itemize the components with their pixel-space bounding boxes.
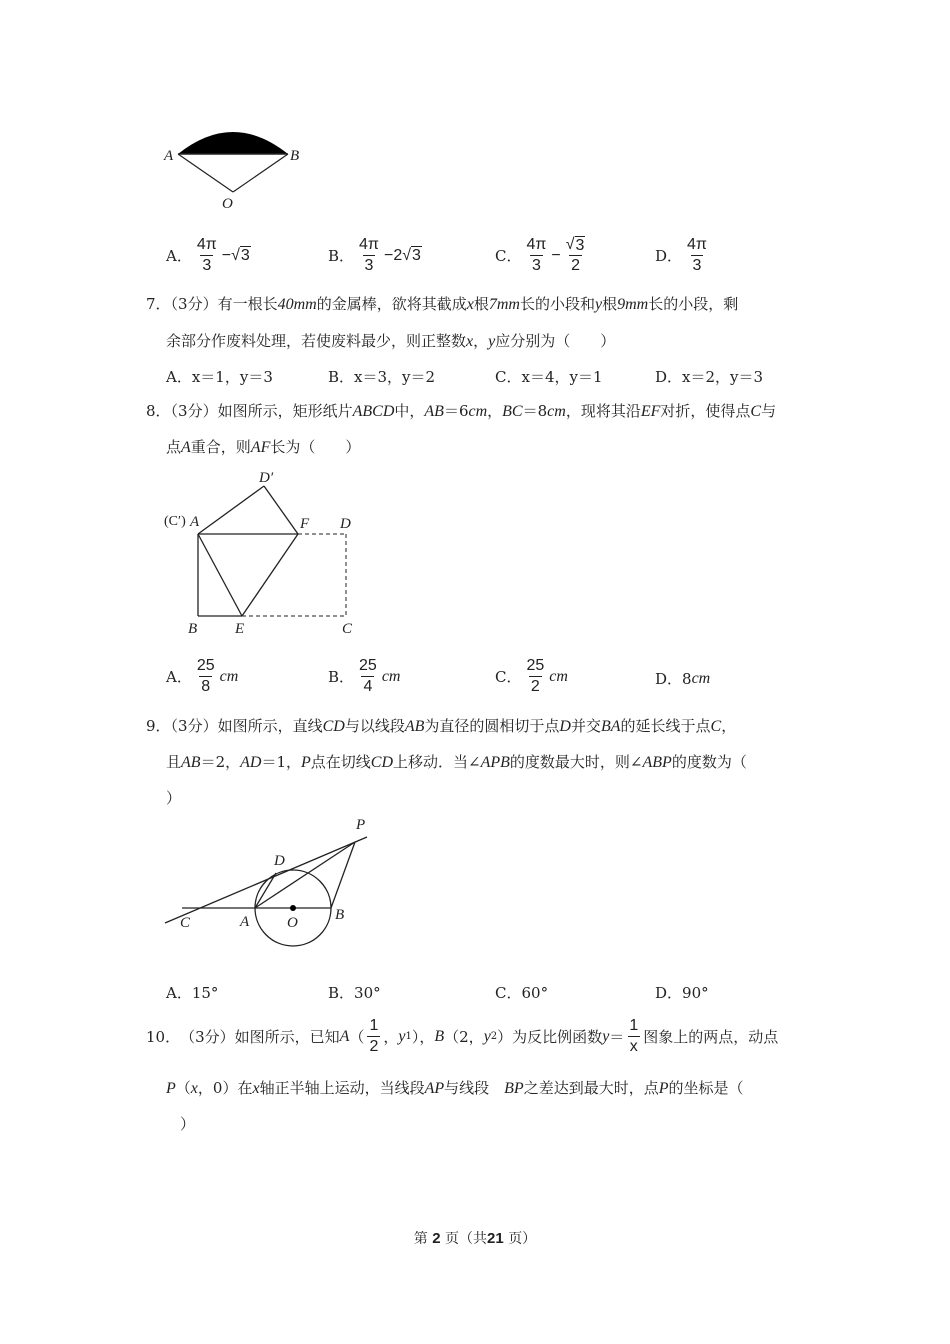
q8-edge-ad-prime (198, 486, 264, 534)
q6-c-fraction: $\frac{4\pi}{3}$ (526, 236, 547, 274)
q9-stem-line2: 且AB＝2，AD＝1，P点在切线CD上移动．当∠APB的度数最大时，则∠ABP的度数为（ (166, 753, 747, 771)
q6-option-b[interactable]: B． $\frac{4\pi}{3}$ −2 √ 3 (328, 236, 421, 274)
page-footer: 第 2 页（共21 页） (413, 1230, 537, 1247)
q9-line-bp (331, 842, 355, 908)
q9-label-b: B (335, 907, 345, 923)
q8-option-b[interactable]: B． $\frac{25}{4}$ cm (328, 657, 401, 695)
q6-option-c[interactable]: C． $\frac{4\pi}{3}$ − √ 3 2 (495, 235, 590, 276)
q10-function-fraction: $\frac{1}{x}$ (629, 1017, 639, 1055)
q6-option-d[interactable]: D． $\frac{4\pi}{3}$ (655, 236, 707, 274)
q10-stem-line3: ） (180, 1115, 196, 1133)
q7-option-d[interactable]: D． x＝2，y＝3 (655, 368, 764, 386)
q6-label-o: O (222, 196, 233, 212)
q6-label-a: A (164, 148, 174, 164)
q9-figure (160, 812, 375, 962)
q6-shaded-segment (178, 132, 288, 154)
q10-half-fraction: $\frac{1}{2}$ (369, 1017, 379, 1055)
q6-figure (160, 120, 310, 215)
q8-figure (160, 465, 370, 640)
q6-option-a[interactable]: A． $\frac{4\pi}{3}$ − √ 3 (166, 236, 250, 274)
q8-edge-ae (198, 534, 242, 616)
q6-a-sqrt: √ 3 (231, 247, 250, 264)
q8-a-fraction: $\frac{25}{8}$ (196, 657, 215, 695)
q6-radius-ob (233, 154, 288, 192)
q8-label-c: C (342, 621, 353, 637)
q6-label-b: B (290, 148, 300, 164)
q7-stem-line2: 余部分作废料处理，若使废料最少，则正整数x，y应分别为（ ） (166, 332, 616, 350)
q8-label-a: A (190, 514, 200, 530)
q9-option-a[interactable]: A． 15° (166, 983, 219, 1002)
q9-center-dot (290, 905, 296, 911)
q7-option-a[interactable]: A． x＝1，y＝3 (166, 368, 273, 386)
q6-a-fraction: $\frac{4\pi}{3}$ (196, 236, 217, 274)
q9-label-a: A (240, 914, 250, 930)
q8-b-fraction: $\frac{25}{4}$ (359, 657, 377, 695)
q8-edge-fd-prime (264, 486, 298, 534)
q10-stem-line2: P（x，0）在x轴正半轴上运动，当线段AP与线段 BP之差达到最大时，点P的坐标是（ (166, 1079, 744, 1097)
q8-label-cprime: (C′) (164, 514, 186, 529)
q9-option-b[interactable]: B． 30° (328, 983, 381, 1002)
q9-stem-line3: ） (166, 789, 182, 807)
q9-label-o: O (287, 915, 298, 931)
q9-label-d: D (274, 853, 285, 869)
q8-label-f: F (300, 516, 310, 532)
q9-option-d[interactable]: D． 90° (655, 983, 709, 1002)
page-number: 2 (432, 1230, 441, 1247)
q8-label-dprime: D′ (259, 470, 274, 486)
q8-label-d: D (340, 516, 351, 532)
q9-line-ap (255, 842, 355, 908)
q9-option-c[interactable]: C． 60° (495, 983, 549, 1002)
q6-b-sqrt: √ 3 (402, 247, 421, 264)
q8-option-d[interactable]: D． 8 cm (655, 669, 711, 688)
q9-label-p: P (356, 817, 366, 833)
q8-fold-ef (242, 534, 298, 616)
q6-c-sqrt-fraction: √ 3 2 (565, 236, 585, 274)
q8-c-fraction: $\frac{25}{2}$ (526, 657, 545, 695)
q7-option-b[interactable]: B． x＝3，y＝2 (328, 368, 436, 386)
q8-stem-line2: 点A重合，则AF长为（ ） (166, 438, 361, 456)
q9-stem-line1: 9．（3分）如图所示，直线CD与以线段AB为直径的圆相切于点D并交BA的延长线于点C， (146, 717, 737, 735)
q6-d-fraction: $\frac{4\pi}{3}$ (687, 236, 707, 274)
q8-stem-line1: 8．（3分）如图所示，矩形纸片ABCD中，AB＝6cm，BC＝8cm，现将其沿EF对折，使得点C与 (146, 402, 777, 420)
q8-option-c[interactable]: C． $\frac{25}{2}$ cm (495, 657, 568, 695)
q8-option-a[interactable]: A． $\frac{25}{8}$ cm (166, 657, 239, 695)
q9-label-c: C (180, 915, 191, 931)
q6-b-fraction: $\frac{4\pi}{3}$ (359, 236, 379, 274)
page-total: 21 (487, 1230, 504, 1247)
q7-option-c[interactable]: C． x＝4，y＝1 (495, 368, 603, 386)
q10-stem-line1: 10． （3分）如图所示，已知 A （ $\frac{1}{2}$ ， y 1 ）， B （2， y 2 ）为反比例函数 y ＝ $\frac{1}{x}$ 图象上的两点，动点 (146, 1017, 779, 1055)
q6-radius-oa (178, 154, 233, 192)
q7-stem-line1: 7．（3分）有一根长40mm的金属棒，欲将其截成x根7mm长的小段和y根9mm长的小段，剩 (146, 295, 739, 313)
q9-chord-ad (255, 873, 276, 908)
q8-label-b: B (188, 621, 198, 637)
q8-label-e: E (235, 621, 245, 637)
